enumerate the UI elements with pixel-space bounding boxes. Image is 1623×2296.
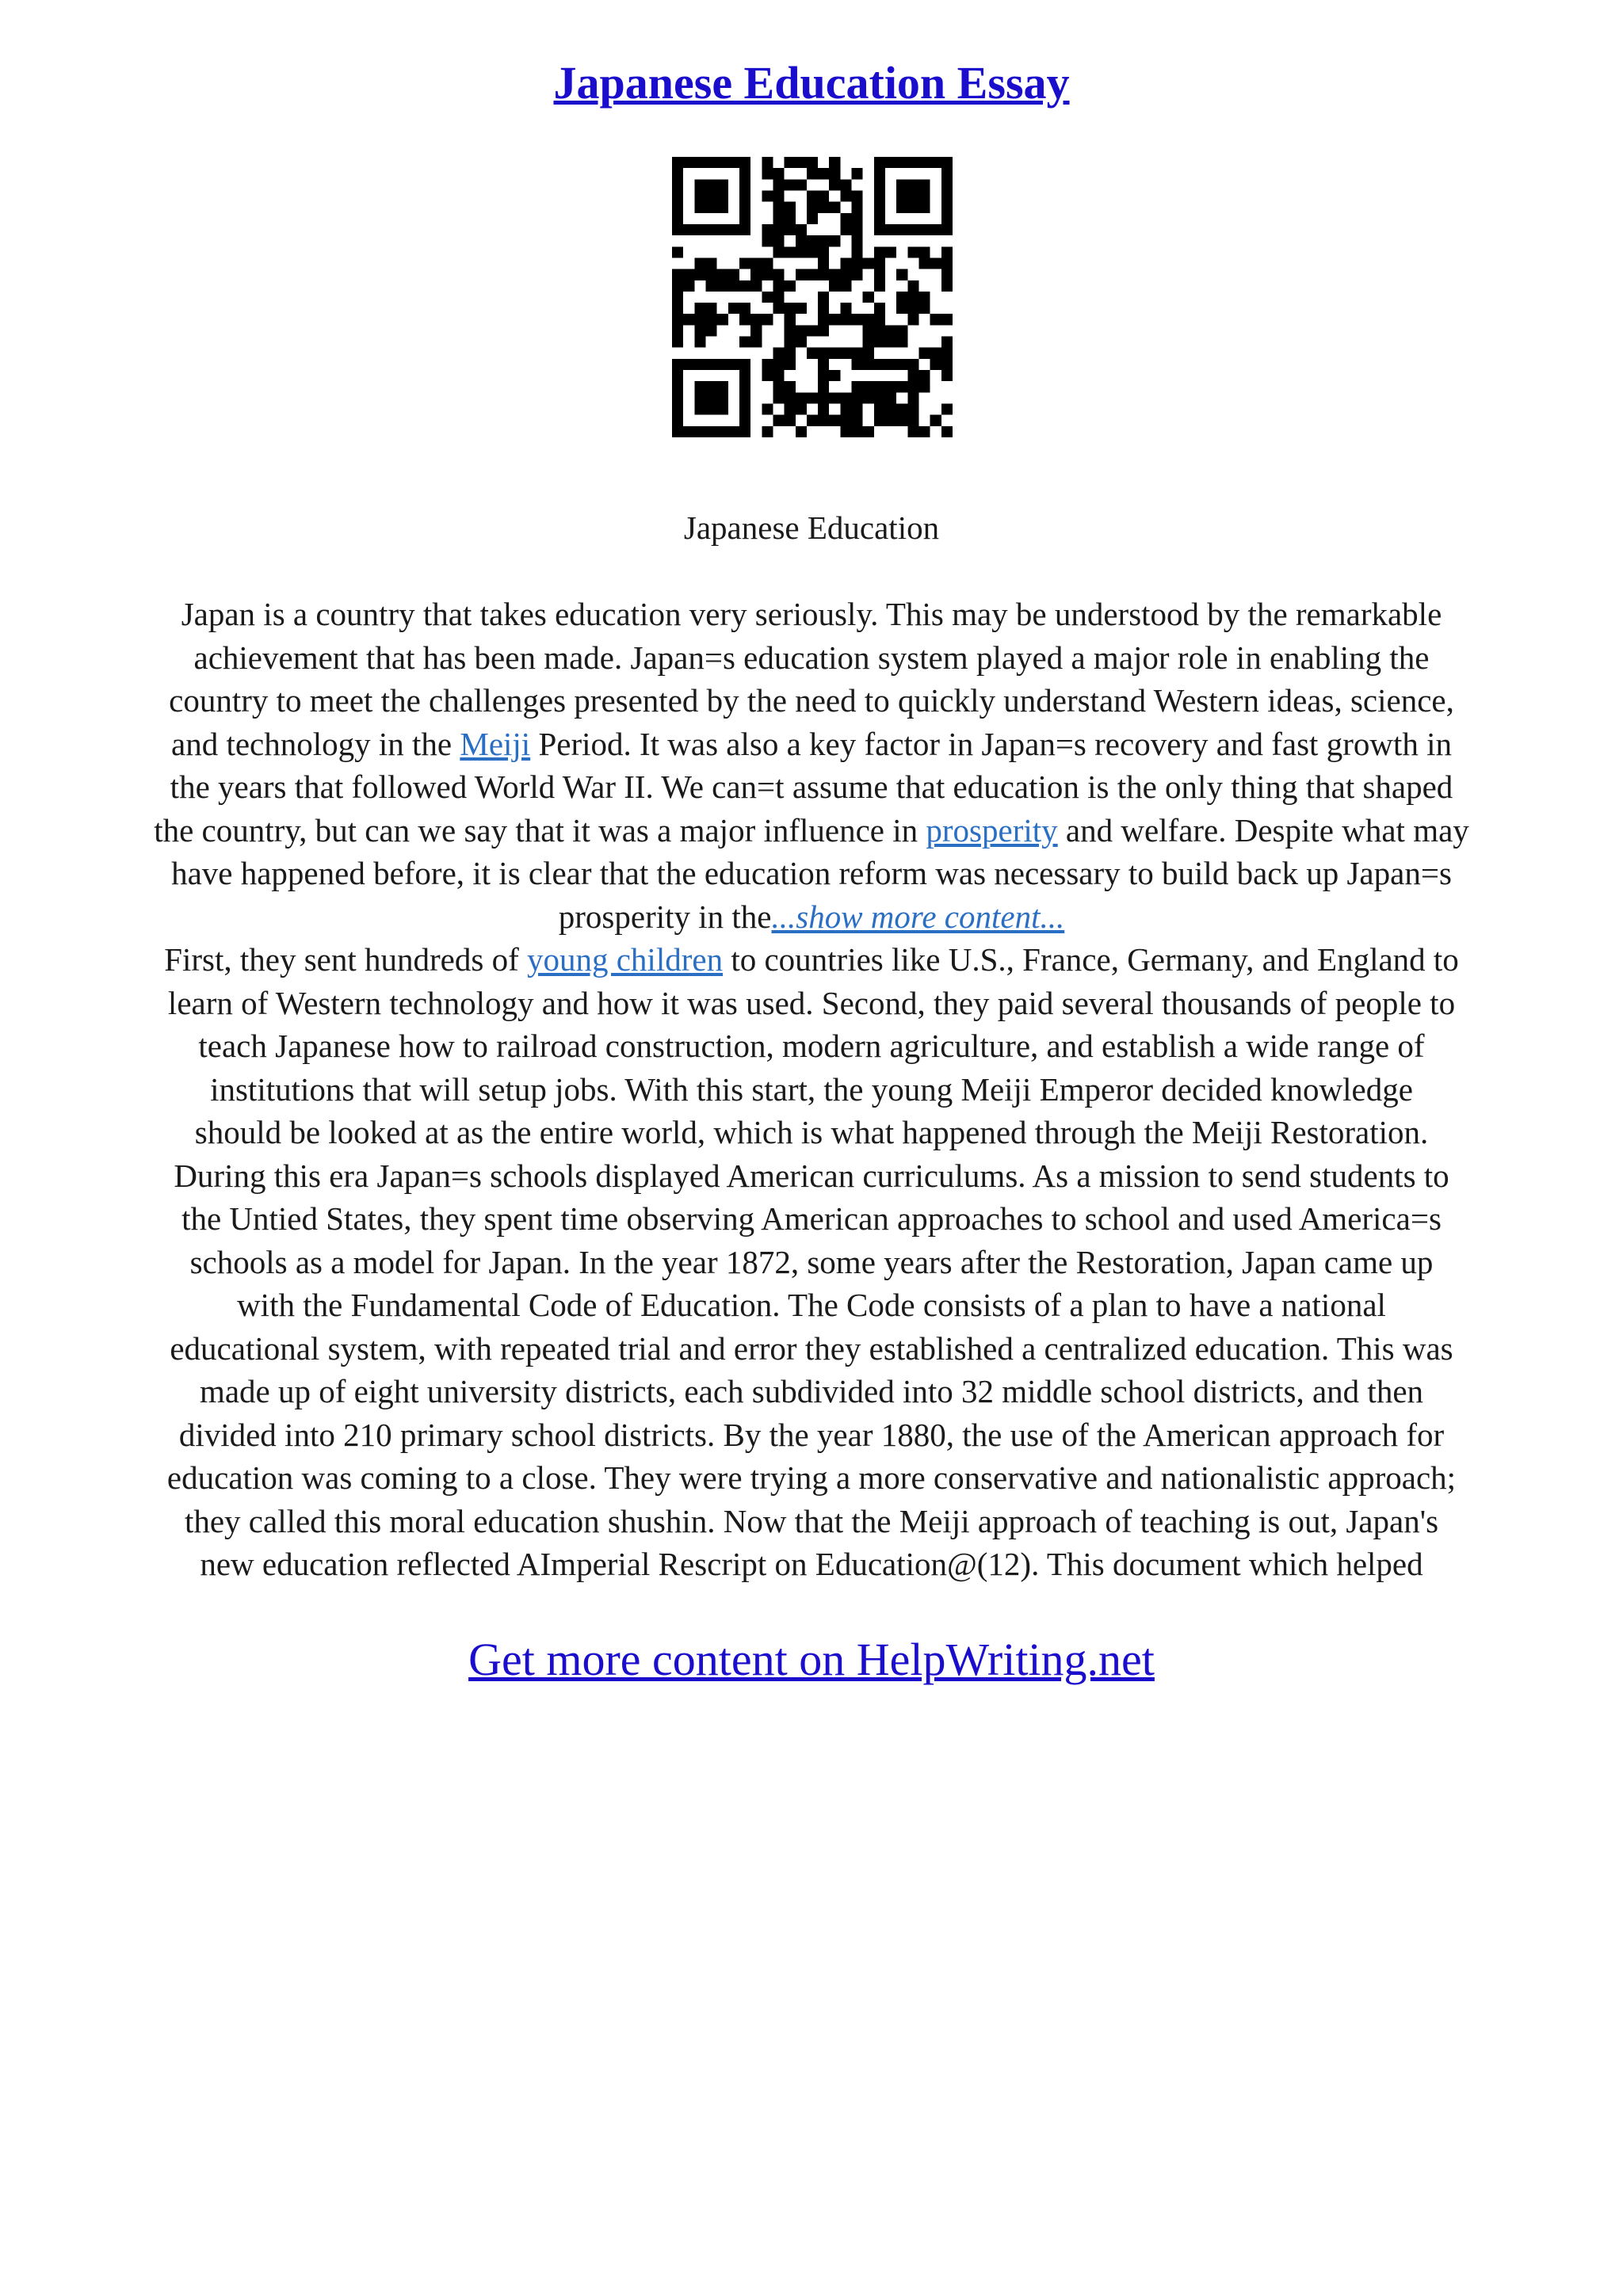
essay-line	[48, 938, 1575, 982]
essay-line	[48, 723, 1575, 766]
essay-text: and technology in the	[171, 725, 460, 762]
essay-line	[48, 1241, 1575, 1284]
essay-line	[48, 1456, 1575, 1500]
essay-text: country to meet the challenges presented by the need to quickly understand Western ideas, science,	[169, 682, 1454, 719]
inline-link[interactable]: prosperity	[926, 811, 1058, 849]
essay-line	[48, 1111, 1575, 1154]
essay-text: the country, but can we say that it was a major influence in	[154, 811, 926, 849]
essay-subtitle: Japanese Education	[683, 509, 940, 546]
essay-text: educational system, with repeated trial and error they established a centralized education. This was	[170, 1329, 1453, 1367]
essay-text: divided into 210 primary school districts. By the year 1880, the use of the American approach for	[178, 1416, 1445, 1453]
essay-line	[48, 1500, 1575, 1543]
essay-line	[48, 1370, 1575, 1413]
essay-body	[48, 593, 1575, 1586]
qr-code-icon	[672, 157, 953, 437]
essay-line	[48, 1024, 1575, 1068]
essay-text: achievement that has been made. Japan=s education system played a major role in enabling the	[193, 639, 1430, 676]
essay-text: have happened before, it is clear that the education reform was necessary to build back up Japan=s	[171, 855, 1452, 891]
essay-text: education was coming to a close. They were trying a more conservative and nationalistic approach;	[166, 1459, 1457, 1496]
show-more-link[interactable]: ...show more content...	[771, 898, 1065, 935]
essay-line	[48, 765, 1575, 809]
essay-text: to countries like U.S., France, Germany, and England to	[723, 941, 1459, 978]
essay-text: made up of eight university districts, each subdivided into 32 middle school districts, and then	[199, 1373, 1424, 1409]
essay-text: new education reflected AImperial Rescript on Education@(12). This document which helped	[200, 1546, 1423, 1582]
essay-line	[48, 1543, 1575, 1586]
essay-line	[48, 852, 1575, 895]
essay-text: they called this moral education shushin. Now that the Meiji approach of teaching is out, Japan's	[184, 1502, 1439, 1539]
essay-line	[48, 679, 1575, 723]
inline-link[interactable]: Meiji	[460, 725, 531, 762]
essay-line	[48, 1068, 1575, 1112]
essay-text: schools as a model for Japan. In the year 1872, some years after the Restoration, Japan came up	[189, 1243, 1434, 1280]
essay-text: First, they sent hundreds of	[164, 941, 527, 978]
essay-line	[48, 593, 1575, 636]
essay-text: Period. It was also a key factor in Japan=s recovery and fast growth in	[530, 725, 1452, 762]
essay-text: and welfare. Despite what may	[1057, 811, 1469, 849]
essay-line	[48, 1327, 1575, 1371]
inline-link[interactable]: young children	[526, 941, 724, 978]
page-title[interactable]: Japanese Education Essay	[553, 57, 1070, 109]
essay-text: institutions that will setup jobs. With this start, the young Meiji Emperor decided knowledge	[210, 1070, 1413, 1108]
essay-text: During this era Japan=s schools displayed American curriculums. As a mission to send students to	[174, 1157, 1449, 1194]
essay-text: learn of Western technology and how it was used. Second, they paid several thousands of people to	[167, 984, 1456, 1021]
essay-text: with the Fundamental Code of Education. The Code consists of a plan to have a national	[237, 1287, 1386, 1323]
essay-line	[48, 982, 1575, 1025]
get-more-content-link[interactable]: Get more content on HelpWriting.net	[468, 1634, 1155, 1685]
essay-text: the years that followed World War II. We can=t assume that education is the only thing that shaped	[170, 769, 1453, 805]
essay-text: the Untied States, they spent time observing American approaches to school and used America=s	[181, 1200, 1442, 1237]
essay-text: teach Japanese how to railroad construction, modern agriculture, and establish a wide range of	[198, 1028, 1425, 1064]
essay-line	[48, 809, 1575, 852]
essay-text: Japan is a country that takes education very seriously. This may be understood by the remarkable	[181, 596, 1442, 632]
essay-line	[48, 636, 1575, 680]
essay-line	[48, 895, 1575, 939]
essay-text: should be looked at as the entire world, which is what happened through the Meiji Restoration.	[194, 1114, 1429, 1150]
essay-text: prosperity in the	[558, 898, 772, 935]
essay-line	[48, 1413, 1575, 1457]
essay-line	[48, 1283, 1575, 1327]
essay-line	[48, 1197, 1575, 1241]
essay-line	[48, 1154, 1575, 1198]
